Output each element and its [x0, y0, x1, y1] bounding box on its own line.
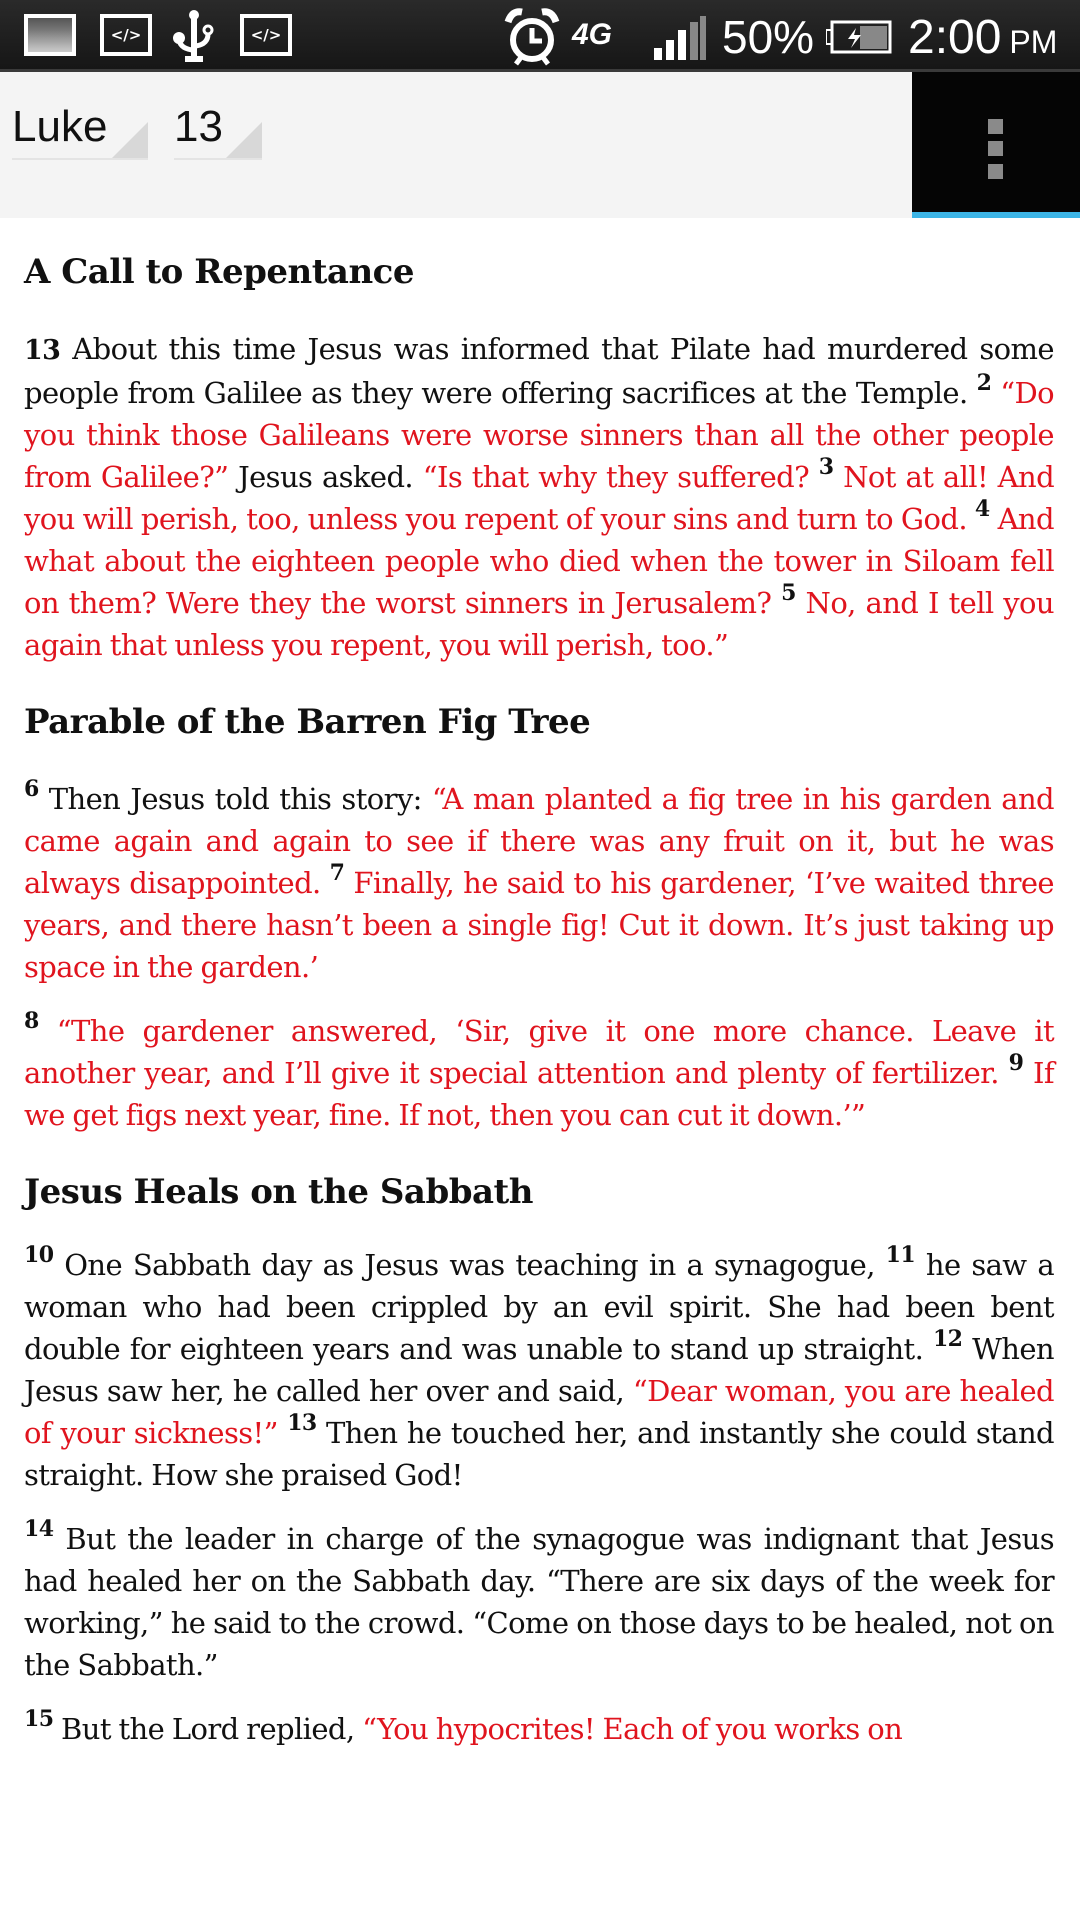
verse-text: Then Jesus told this story: — [48, 782, 422, 816]
words-of-jesus: And what about the eighteen people who died when the tower in Siloam fell on them? Were they the worst sinners in Jerusalem? — [24, 502, 1054, 620]
section-heading: Parable of the Barren Fig Tree — [24, 702, 591, 742]
verse-number: 2 — [976, 370, 992, 397]
words-of-jesus: “You hypocrites! Each of you works on — [362, 1712, 903, 1746]
verse-text: But the leader in charge of the synagogue was indignant that Jesus had healed her on the Sabbath day. “There are six days of the week for working,” he said to the crowd. “Come on those days to be healed, not on the Sabbath.” — [24, 1522, 1055, 1682]
battery-percent: 50% — [722, 11, 815, 63]
words-of-jesus: “The gardener answered, ‘Sir, give it one more chance. Leave it another year, and I’ll give it special attention and plenty of fertilizer. — [24, 1014, 1055, 1090]
chapter-spinner[interactable] — [174, 102, 262, 160]
verse-number: 9 — [1008, 1050, 1024, 1077]
verse-text: But the Lord replied, — [61, 1712, 355, 1746]
verse-number: 3 — [818, 454, 834, 481]
words-of-jesus: No, and I tell you again that unless you repent, you will perish, too.” — [24, 586, 1054, 662]
verse-text: Jesus asked. — [238, 460, 414, 494]
clock-hours: 2:00 — [908, 11, 1002, 64]
words-of-jesus: If we get figs next year, fine. If not, then you can cut it down.’” — [24, 1056, 1054, 1132]
chapter-content — [24, 240, 1054, 1750]
book-spinner[interactable] — [12, 102, 148, 160]
overflow-menu-button[interactable] — [912, 72, 1080, 212]
network-type-label: 4G — [572, 18, 613, 51]
words-of-jesus: Finally, he said to his gardener, ‘I’ve waited three years, and there hasn’t been a single fig! Cut it down. It’s just taking up space in the garden.’ — [24, 866, 1054, 984]
code-icon: </> — [100, 14, 152, 56]
paragraph — [24, 778, 1054, 988]
paragraph — [24, 1010, 1054, 1136]
verse-number: 15 — [24, 1706, 54, 1733]
alarm-clock-icon — [504, 8, 560, 70]
words-of-jesus: “Do you think those Galileans were worse sinners than all the other people from Galilee?” — [24, 376, 1054, 494]
verse-number: 6 — [24, 776, 39, 803]
gallery-icon — [24, 14, 76, 56]
verse-number: 8 — [24, 1008, 39, 1035]
status-bar — [0, 0, 1080, 72]
verse-number: 10 — [24, 1242, 54, 1269]
verse-text: About this time Jesus was informed that Pilate had murdered some people from Galilee as they were offering sacrifices at the Temple. — [24, 332, 1054, 410]
code-icon: </> — [240, 14, 292, 56]
verse-number: 13 — [287, 1410, 317, 1437]
book-label: Luke — [12, 102, 108, 151]
words-of-jesus: “Is that why they suffered? — [422, 460, 810, 494]
verse-number: 4 — [974, 496, 990, 523]
verse-text: One Sabbath day as Jesus was teaching in a synagogue, — [64, 1248, 875, 1282]
spinner-arrow-icon — [226, 122, 262, 158]
verse-number: 7 — [329, 860, 345, 887]
verse-number: 14 — [24, 1516, 54, 1543]
chapter-label: 13 — [174, 102, 223, 151]
clock-ampm: PM — [1009, 24, 1058, 60]
verse-text: Then he touched her, and instantly she could stand straight. How she praised God! — [24, 1416, 1055, 1492]
clock-time — [908, 10, 1057, 65]
paragraph — [24, 328, 1054, 666]
section-heading: Jesus Heals on the Sabbath — [24, 1172, 533, 1212]
spinner-arrow-icon — [112, 122, 148, 158]
verse-number: 13 — [24, 335, 61, 366]
verse-text: he saw a woman who had been crippled by an evil spirit. She had been bent double for eighteen years and was unable to stand up straight. — [24, 1248, 1055, 1366]
action-bar — [0, 72, 1080, 218]
verse-number: 11 — [885, 1242, 916, 1269]
usb-icon — [172, 10, 216, 68]
paragraph — [24, 1518, 1054, 1686]
words-of-jesus: “A man planted a fig tree in his garden and came again and again to see if there was any fruit on it, but he was always disappointed. — [24, 782, 1054, 900]
verse-number: 12 — [932, 1326, 963, 1353]
signal-bars-icon — [652, 16, 708, 66]
section-heading: A Call to Repentance — [24, 252, 414, 292]
words-of-jesus: Not at all! And you will perish, too, unless you repent of your sins and turn to God. — [24, 460, 1055, 536]
words-of-jesus: “Dear woman, you are healed of your sickness!” — [24, 1374, 1054, 1450]
paragraph — [24, 1244, 1054, 1496]
paragraph — [24, 1708, 1054, 1750]
overflow-accent-bar — [912, 212, 1080, 218]
verse-number: 5 — [781, 580, 796, 607]
battery-charging-icon — [826, 20, 892, 58]
verse-text: When Jesus saw her, he called her over and said, — [24, 1332, 1055, 1408]
